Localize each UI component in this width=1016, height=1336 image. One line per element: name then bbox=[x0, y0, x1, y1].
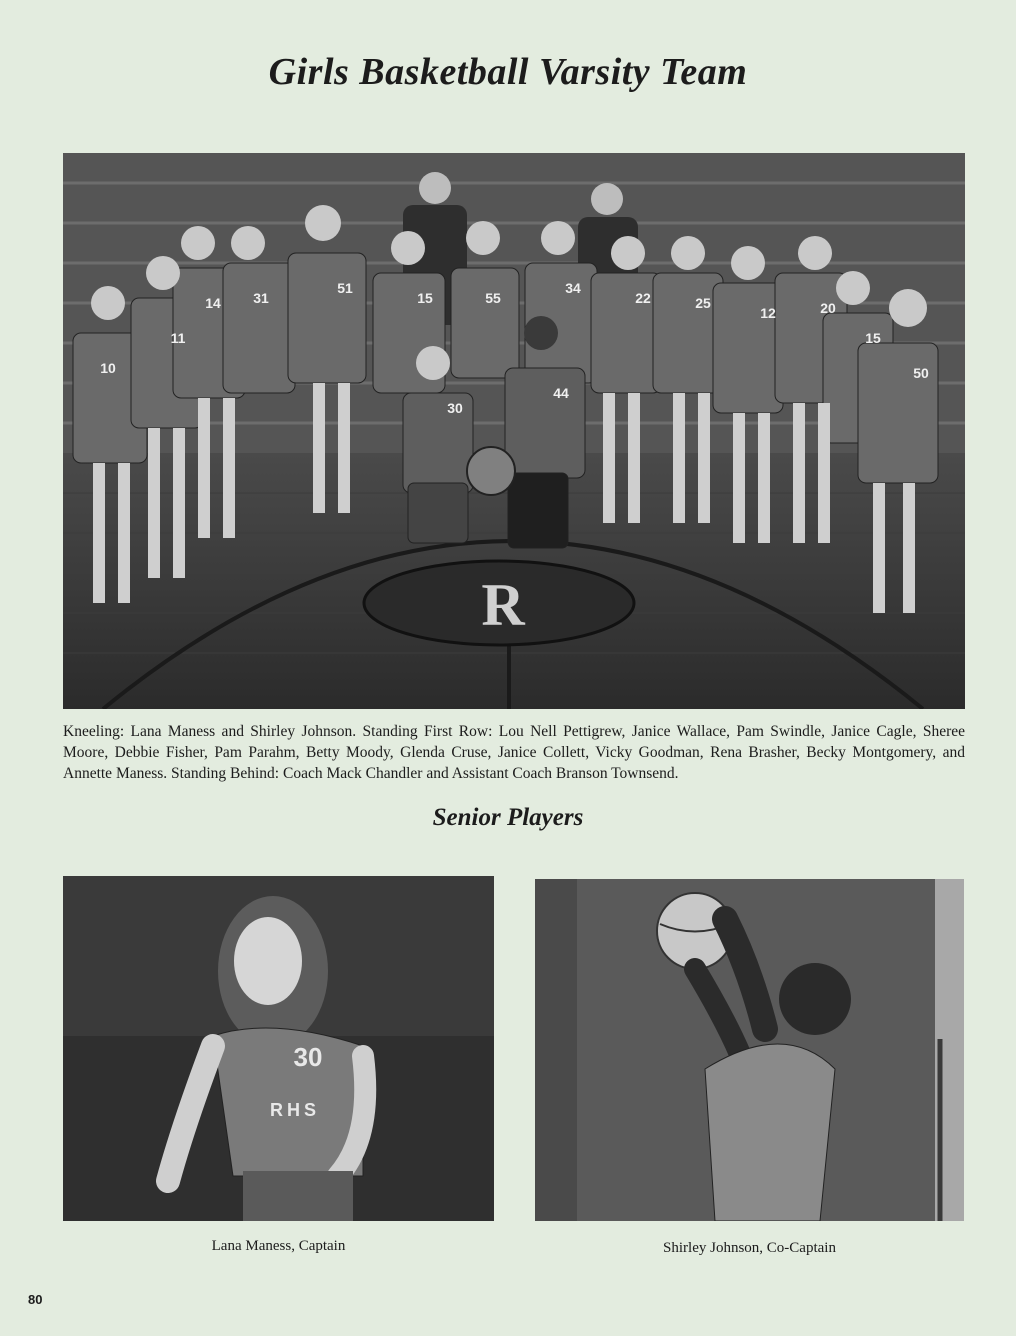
jersey-number: 12 bbox=[760, 305, 776, 321]
team-photo-image bbox=[63, 153, 965, 709]
jersey-number: 34 bbox=[565, 280, 581, 296]
captain-jersey-number: 30 bbox=[293, 1042, 323, 1072]
jersey-number: 30 bbox=[447, 400, 463, 416]
team-photo-caption: Kneeling: Lana Maness and Shirley Johnson. Standing First Row: Lou Nell Pettigrew, Janice Wallace, Pam Swindle, Janice Cagle, Sheree Moore, Debbie Fisher, Pam Parahm, Betty Moody, Glenda Cruse, Janice Collett, Vicky Goodman, Rena Brasher, Becky Montgomery, and Annette Maness. Standing Behind: Coach Mack Chandler and Assistant Coach Branson Townsend. bbox=[63, 723, 965, 782]
jersey-number: 31 bbox=[253, 290, 269, 306]
jersey-number: 20 bbox=[820, 300, 836, 316]
jersey-number: 50 bbox=[913, 365, 929, 381]
jersey-number: 15 bbox=[417, 290, 433, 306]
jersey-number: 51 bbox=[337, 280, 353, 296]
page-title: Girls Basketball Varsity Team bbox=[268, 51, 748, 93]
jersey-number: 22 bbox=[635, 290, 651, 306]
jersey-number: 14 bbox=[205, 295, 221, 311]
jersey-number: 15 bbox=[865, 330, 881, 346]
page-number: 80 bbox=[28, 1292, 43, 1307]
co-captain-caption: Shirley Johnson, Co-Captain bbox=[663, 1240, 836, 1256]
jersey-number: 10 bbox=[100, 360, 116, 376]
section-title: Senior Players bbox=[432, 804, 584, 831]
team-photo bbox=[63, 153, 965, 709]
jersey-number: 11 bbox=[170, 330, 186, 346]
jersey-number: 44 bbox=[553, 385, 569, 401]
senior-photo-captain bbox=[63, 876, 494, 1221]
senior-photo-co-captain bbox=[535, 879, 964, 1221]
jersey-number: 55 bbox=[485, 290, 501, 306]
captain-caption: Lana Maness, Captain bbox=[211, 1238, 346, 1254]
floor-logo: R bbox=[481, 572, 525, 638]
captain-jersey-letters: RHS bbox=[269, 1100, 321, 1120]
co-captain-photo-image bbox=[535, 879, 964, 1221]
captain-photo-image bbox=[63, 876, 494, 1221]
jersey-number: 25 bbox=[695, 295, 711, 311]
